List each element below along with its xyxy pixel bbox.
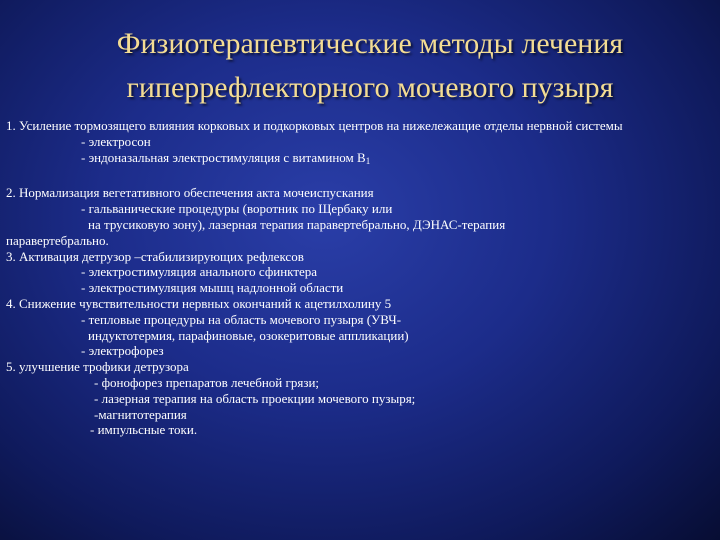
item-2-galvanic: - гальванические процедуры (воротник по Щербаку или — [81, 201, 393, 217]
item-5-heading: 5. улучшение трофики детрузора — [6, 359, 189, 375]
spacer — [6, 169, 712, 185]
methods-list — [6, 118, 712, 438]
item-1-electrosleep: - электросон — [81, 133, 151, 149]
slide-title — [40, 22, 700, 110]
item-4-thermal-cont: индуктотермия, парафиновые, озокеритовые аппликации) — [88, 327, 409, 343]
item-1-electrostimulation — [6, 150, 712, 170]
item-4-electrophoresis: - электрофорез — [81, 343, 164, 359]
item-3-suprapubic: - электростимуляция мышц надлонной области — [81, 280, 344, 296]
item-5-laser: - лазерная терапия на область проекции мочевого пузыря; — [94, 390, 416, 406]
title-line-1: Физиотерапевтические методы лечения — [116, 27, 624, 60]
item-2-galvanic-cont: на трусиковую зону), лазерная терапия паравертебрально, ДЭНАС-терапия — [88, 216, 506, 232]
item-5-magnetotherapy: -магнитотерапия — [94, 406, 187, 422]
item-1-electrostimulation-text: - эндоназальная электростимуляция с витамином В — [81, 149, 366, 165]
item-1-heading: 1. Усиление тормозящего влияния корковых и подкорковых центров на нижележащие отделы нервной системы — [6, 118, 623, 133]
item-5-phonophoresis: - фонофорез препаратов лечебной грязи; — [94, 374, 320, 390]
item-2-galvanic-cont2: паравертебрально. — [6, 232, 109, 248]
item-4-heading: 4. Снижение чувствительности нервных окончаний к ацетилхолину 5 — [6, 295, 392, 311]
item-5-pulse-currents: - импульсные токи. — [90, 422, 198, 438]
item-3-anal-sphincter: - электростимуляция анального сфинктера — [81, 264, 318, 280]
item-4-thermal: - тепловые процедуры на область мочевого пузыря (УВЧ- — [81, 311, 402, 327]
vitamin-subscript: 1 — [365, 155, 371, 166]
item-2-heading: 2. Нормализация вегетативного обеспечения акта мочеиспускания — [6, 185, 374, 201]
title-line-2: гиперрефлекторного мочевого пузыря — [126, 71, 614, 104]
item-3-heading: 3. Активация детрузор –стабилизирующих рефлексов — [6, 248, 304, 264]
